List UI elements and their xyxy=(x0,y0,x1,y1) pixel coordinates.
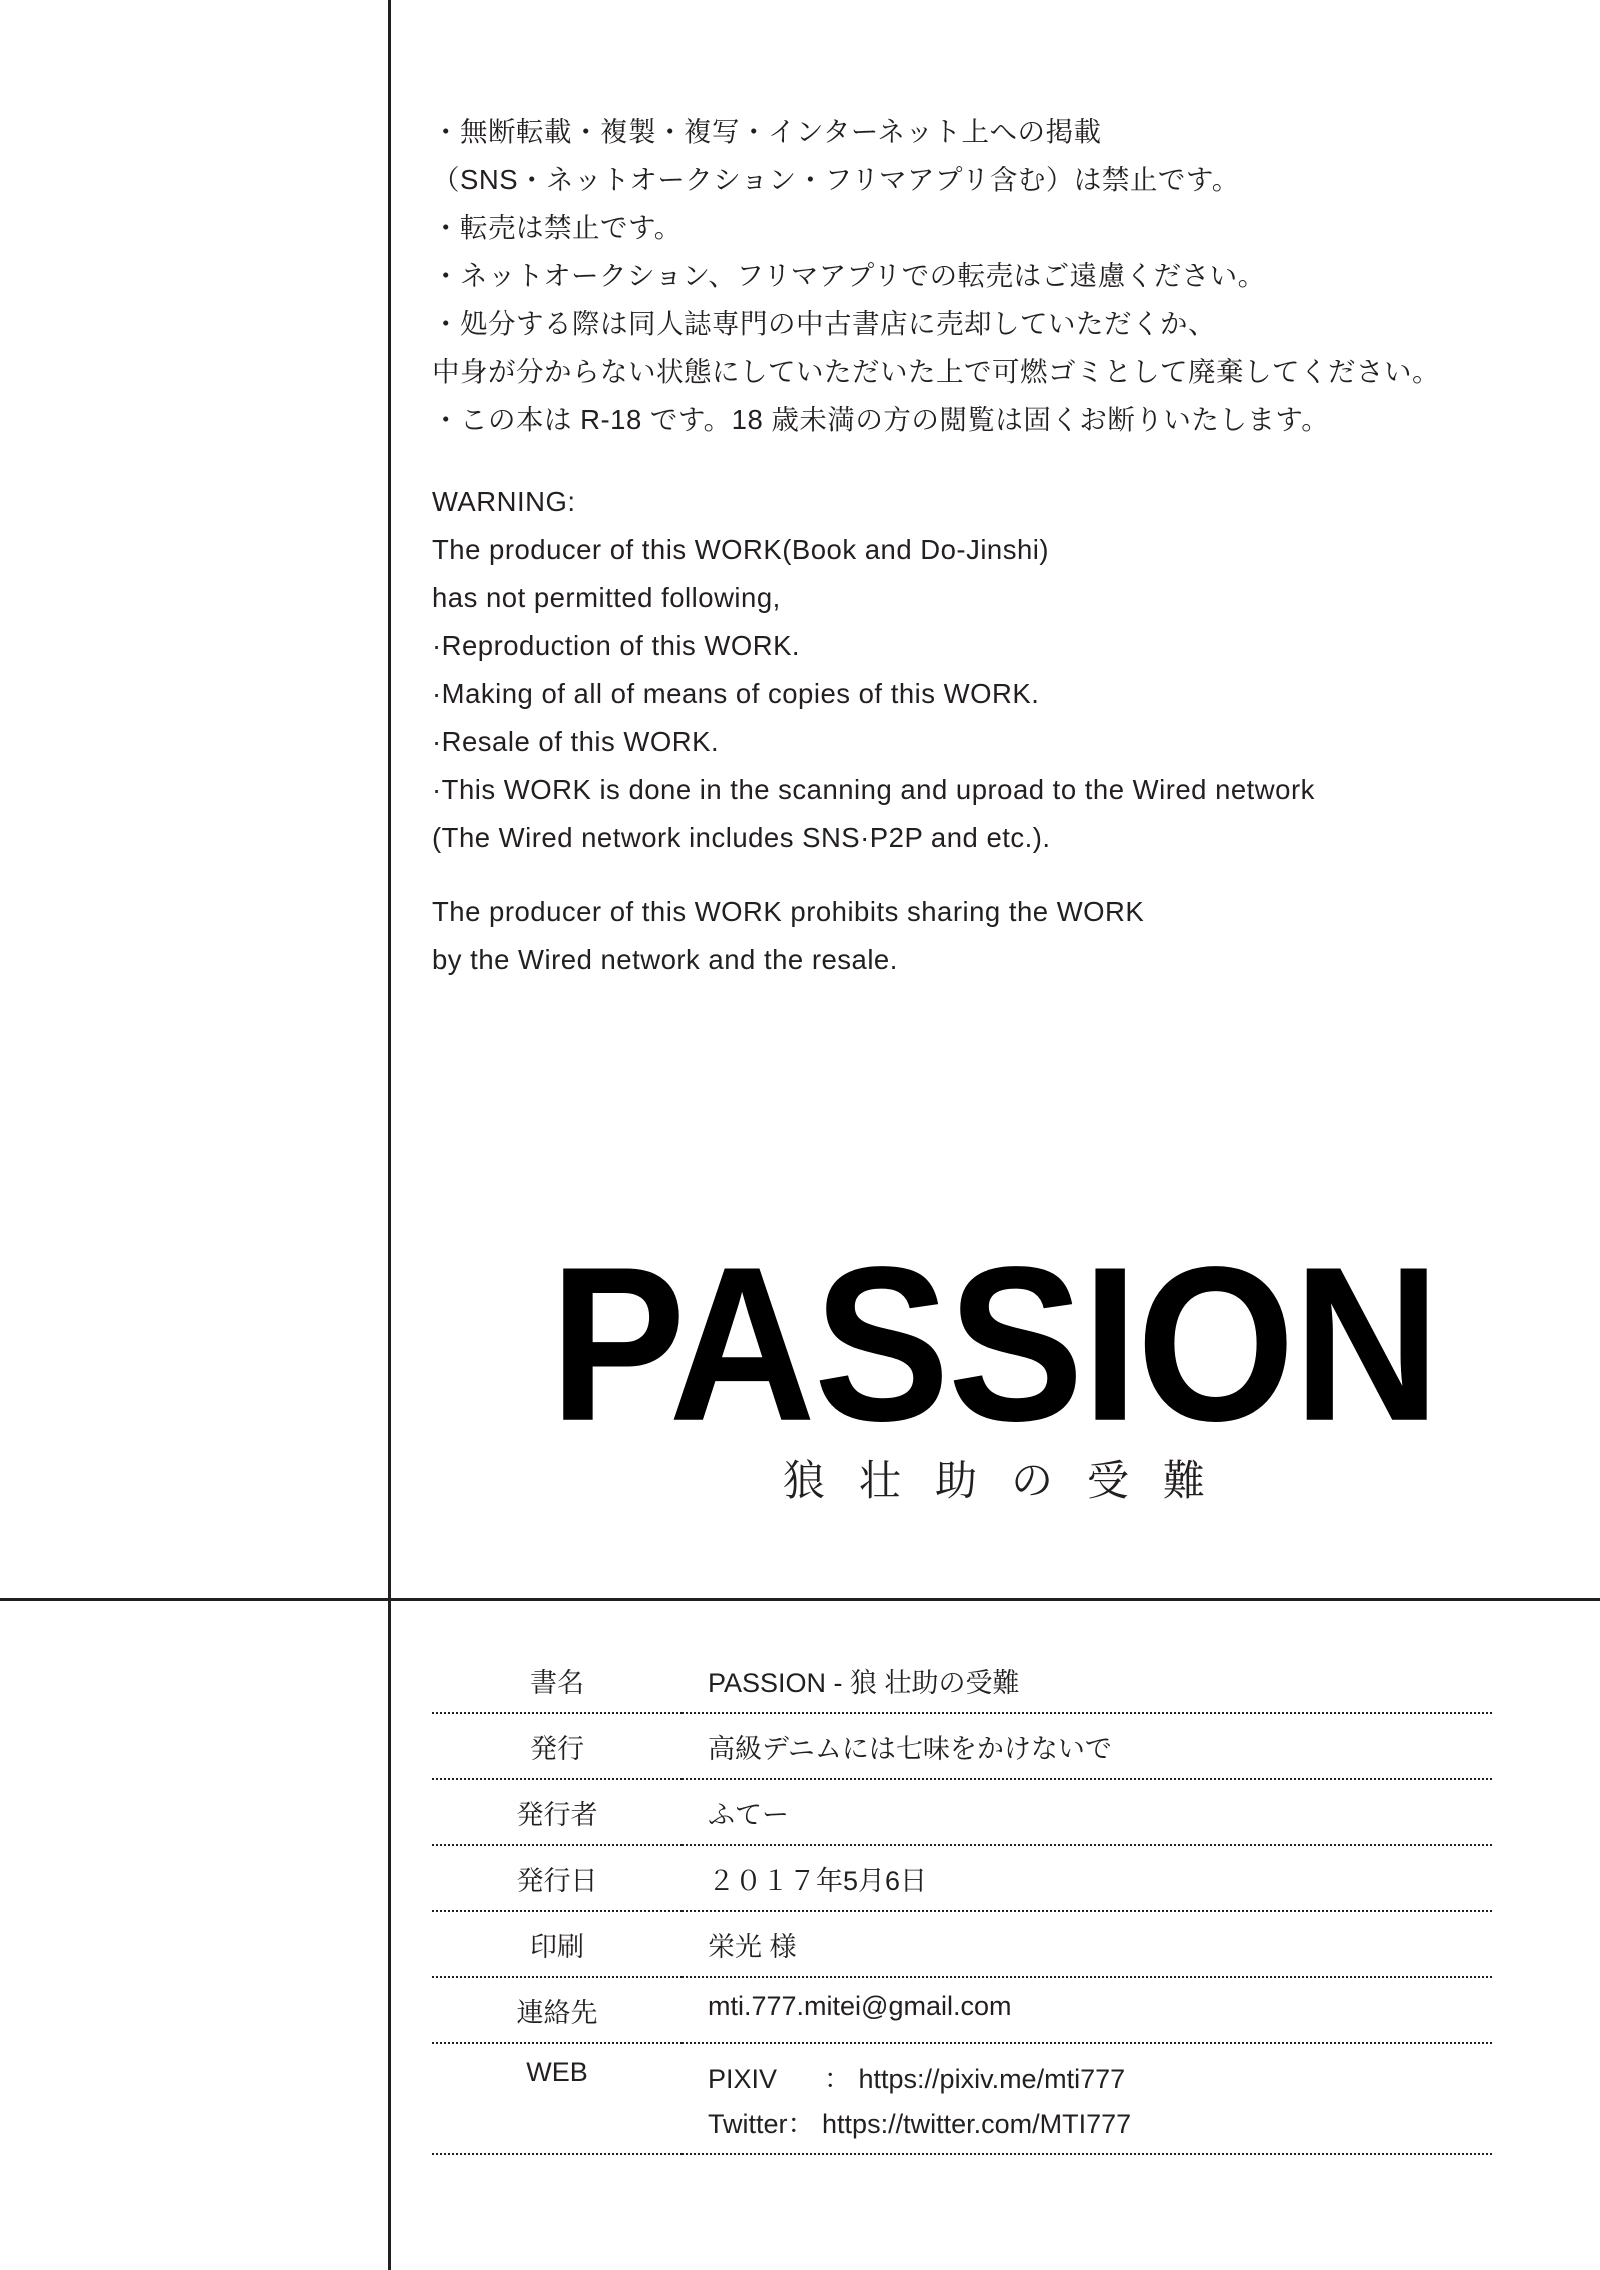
colophon-value-printer: 栄光 様 xyxy=(682,1911,1492,1977)
twitter-url[interactable]: https://twitter.com/MTI777 xyxy=(822,2109,1132,2139)
notice-block xyxy=(432,108,1542,984)
notice-jp-line-5: ・処分する際は同人誌専門の中古書店に売却していただくか、 xyxy=(432,308,1216,339)
colophon-key-web: WEB xyxy=(526,2057,588,2087)
logo-subtitle: 狼壮助の受難 xyxy=(782,1457,1239,1504)
twitter-label: Twitter xyxy=(708,2109,788,2139)
notice-jp-line-1: ・無断転載・複製・複写・インターネット上への掲載 xyxy=(432,116,1102,147)
twitter-line xyxy=(708,2102,1492,2141)
table-row xyxy=(432,1845,1492,1911)
notice-jp-line-4: ・ネットオークション、フリマアプリでの転売はご遠慮ください。 xyxy=(432,260,1266,291)
notice-en-line-4: ·Making of all of means of copies of this WORK. xyxy=(432,678,1040,709)
logo-title: PASSION xyxy=(549,1221,1439,1468)
colophon-key-publisher: 発行 xyxy=(432,1713,682,1779)
table-row xyxy=(432,2043,1492,2098)
colophon-value-title: PASSION - 狼 壮助の受難 xyxy=(682,1648,1492,1713)
pixiv-separator: ： xyxy=(824,2064,851,2094)
notice-en-line-7: (The Wired network includes SNS·P2P and etc.). xyxy=(432,822,1051,853)
spacer-before-warning xyxy=(432,444,1542,478)
notice-jp-line-7: ・この本は R-18 です。18 歳未満の方の閲覧は固くお断りいたします。 xyxy=(432,404,1330,435)
colophon-key-contact: 連絡先 xyxy=(432,1977,682,2043)
title-logo xyxy=(388,1221,1600,1505)
notice-jp-line-3: ・転売は禁止です。 xyxy=(432,212,682,243)
colophon-key-author: 発行者 xyxy=(432,1779,682,1845)
divider-horizontal xyxy=(0,1598,1600,1601)
warning-heading: WARNING: xyxy=(432,486,576,517)
colophon-key-date: 発行日 xyxy=(432,1845,682,1911)
notice-closing-line-2: by the Wired network and the resale. xyxy=(432,944,898,975)
notice-en-line-5: ·Resale of this WORK. xyxy=(432,726,720,757)
table-row xyxy=(432,2098,1492,2154)
notice-jp-line-2: （SNS・ネットオークション・フリマアプリ含む）は禁止です。 xyxy=(432,164,1240,195)
colophon-key-title: 書名 xyxy=(432,1648,682,1713)
colophon-value-publisher: 高級デニムには七味をかけないで xyxy=(682,1713,1492,1779)
colophon-value-author: ふてー xyxy=(682,1779,1492,1845)
colophon-value-contact: mti.777.mitei@gmail.com xyxy=(682,1977,1492,2043)
table-row xyxy=(432,1977,1492,2043)
colophon-value-web-twitter xyxy=(682,2098,1492,2154)
divider-vertical-lower xyxy=(388,1598,391,2270)
colophon-table xyxy=(432,1648,1492,2155)
notice-en-line-6: ·This WORK is done in the scanning and uproad to the Wired network xyxy=(432,774,1315,805)
notice-en-line-3: ·Reproduction of this WORK. xyxy=(432,630,801,661)
table-row xyxy=(432,1779,1492,1845)
table-row xyxy=(432,1911,1492,1977)
notice-en-line-2: has not permitted following, xyxy=(432,582,781,613)
pixiv-line xyxy=(708,2057,1492,2096)
pixiv-url[interactable]: https://pixiv.me/mti777 xyxy=(858,2064,1126,2094)
colophon-value-web-pixiv xyxy=(682,2043,1492,2098)
pixiv-label: PIXIV xyxy=(708,2064,778,2094)
colophon-key-printer: 印刷 xyxy=(432,1911,682,1977)
colophon-key-web-empty xyxy=(432,2098,682,2154)
table-row xyxy=(432,1713,1492,1779)
spacer-before-closing xyxy=(432,862,1542,888)
notice-jp-line-6: 中身が分からない状態にしていただいた上で可燃ゴミとして廃棄してください。 xyxy=(432,356,1440,387)
table-row xyxy=(432,1648,1492,1713)
twitter-separator: ： xyxy=(787,2109,815,2139)
notice-closing-line-1: The producer of this WORK prohibits sharing the WORK xyxy=(432,896,1145,927)
notice-en-line-1: The producer of this WORK(Book and Do-Jinshi) xyxy=(432,534,1050,565)
colophon-value-date: ２０１７年5月6日 xyxy=(682,1845,1492,1911)
